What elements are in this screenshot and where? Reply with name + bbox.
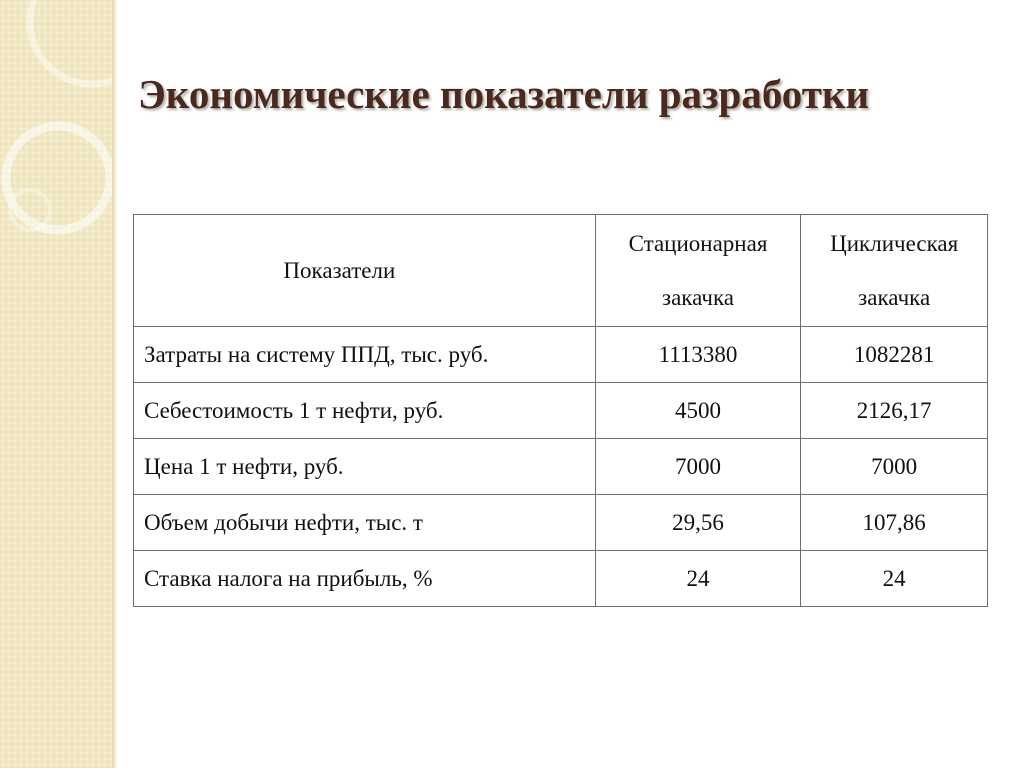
row-label: Объем добычи нефти, тыс. т (134, 495, 596, 551)
cyclic-value: 1082281 (801, 327, 988, 383)
row-label: Ставка налога на прибыль, % (134, 551, 596, 607)
header-stationary-line1: Стационарная (628, 230, 768, 256)
economic-indicators-table (133, 214, 988, 607)
stationary-value: 4500 (595, 383, 801, 439)
table-row (134, 327, 988, 383)
cyclic-value: 2126,17 (801, 383, 988, 439)
header-stationary-injection (595, 215, 801, 327)
decorative-circles-graphic (0, 0, 112, 768)
header-cyclic-line1: Циклическая (830, 230, 959, 256)
stationary-value: 24 (595, 551, 801, 607)
cyclic-value: 107,86 (801, 495, 988, 551)
decorative-side-panel (0, 0, 112, 768)
header-cyclic-line2: закачка (858, 284, 931, 310)
header-stationary-line2: закачка (662, 284, 735, 310)
header-cyclic-injection (801, 215, 988, 327)
stationary-value: 29,56 (595, 495, 801, 551)
cyclic-value: 24 (801, 551, 988, 607)
table-row (134, 495, 988, 551)
cyclic-value: 7000 (801, 439, 988, 495)
table-row (134, 383, 988, 439)
row-label: Себестоимость 1 т нефти, руб. (134, 383, 596, 439)
side-divider (112, 0, 118, 768)
row-label: Цена 1 т нефти, руб. (134, 439, 596, 495)
table-row (134, 439, 988, 495)
header-indicators: Показатели (134, 215, 596, 327)
table-header-row (134, 215, 988, 327)
stationary-value: 1113380 (595, 327, 801, 383)
page-title: Экономические показатели разработки (138, 71, 870, 117)
table-row (134, 551, 988, 607)
stationary-value: 7000 (595, 439, 801, 495)
row-label: Затраты на систему ППД, тыс. руб. (134, 327, 596, 383)
